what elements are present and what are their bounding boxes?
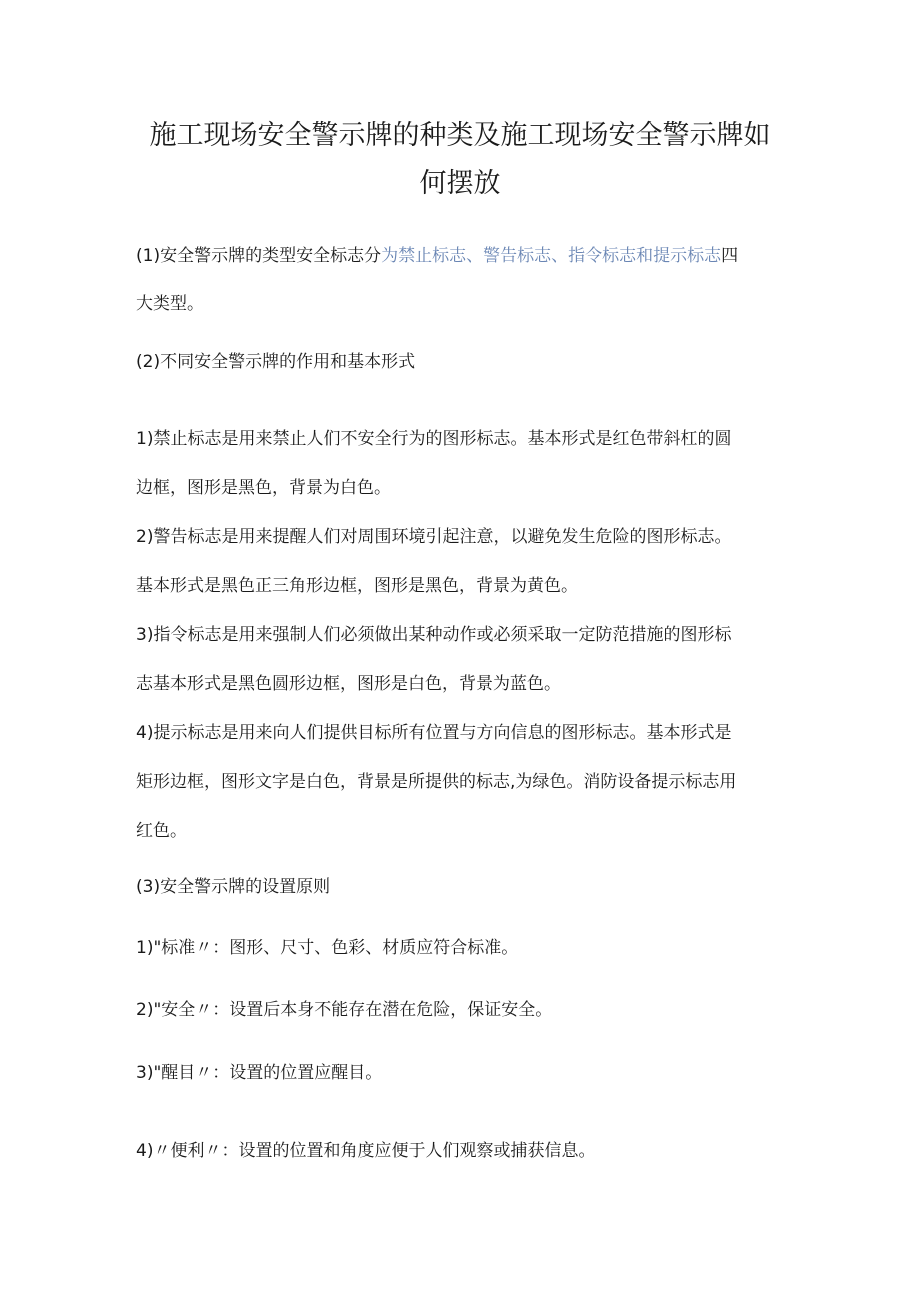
rule-4: 4)〃便利〃：设置的位置和角度应便于人们观察或捕获信息。 xyxy=(136,1141,596,1161)
item-1-line-2: 边框，图形是黑色，背景为白色。 xyxy=(136,478,391,498)
item-3-line-1: 3)指令标志是用来强制人们必须做出某种动作或必须采取一定防范措施的图形标 xyxy=(136,625,732,645)
paragraph-1-prefix: (1)安全警示牌的类型安全标志分 xyxy=(136,246,382,266)
title-line-2: 何摆放 xyxy=(419,168,501,199)
item-4-line-2: 矩形边框，图形文字是白色，背景是所提供的标志,为绿色。消防设备提示标志用 xyxy=(136,772,737,792)
rule-3: 3)"醒目〃：设置的位置应醒目。 xyxy=(136,1063,383,1083)
item-2-line-1: 2)警告标志是用来提醒人们对周围环境引起注意，以避免发生危险的图形标志。 xyxy=(136,527,732,547)
paragraph-1-line-1 xyxy=(136,245,738,267)
item-4-line-1: 4)提示标志是用来向人们提供目标所有位置与方向信息的图形标志。基本形式是 xyxy=(136,723,732,743)
paragraph-1-line-2: 大类型。 xyxy=(136,294,204,314)
section-3-heading: (3)安全警示牌的设置原则 xyxy=(136,877,331,897)
section-2-heading: (2)不同安全警示牌的作用和基本形式 xyxy=(136,352,416,372)
rule-2: 2)"安全〃：设置后本身不能存在潜在危险，保证安全。 xyxy=(136,1000,553,1020)
paragraph-1-suffix: 四 xyxy=(721,246,739,266)
sign-types-link[interactable]: 为禁止标志、警告标志、指令标志和提示标志 xyxy=(381,246,722,266)
document-title xyxy=(120,112,800,208)
item-1-line-1: 1)禁止标志是用来禁止人们不安全行为的图形标志。基本形式是红色带斜杠的圆 xyxy=(136,429,732,449)
item-2-line-2: 基本形式是黑色正三角形边框，图形是黑色，背景为黄色。 xyxy=(136,576,578,596)
item-3-line-2: 志基本形式是黑色圆形边框，图形是白色，背景为蓝色。 xyxy=(136,674,561,694)
rule-1: 1)"标准〃：图形、尺寸、色彩、材质应符合标准。 xyxy=(136,938,519,958)
title-line-1: 施工现场安全警示牌的种类及施工现场安全警示牌如 xyxy=(149,120,771,151)
item-4-line-3: 红色。 xyxy=(136,821,187,841)
